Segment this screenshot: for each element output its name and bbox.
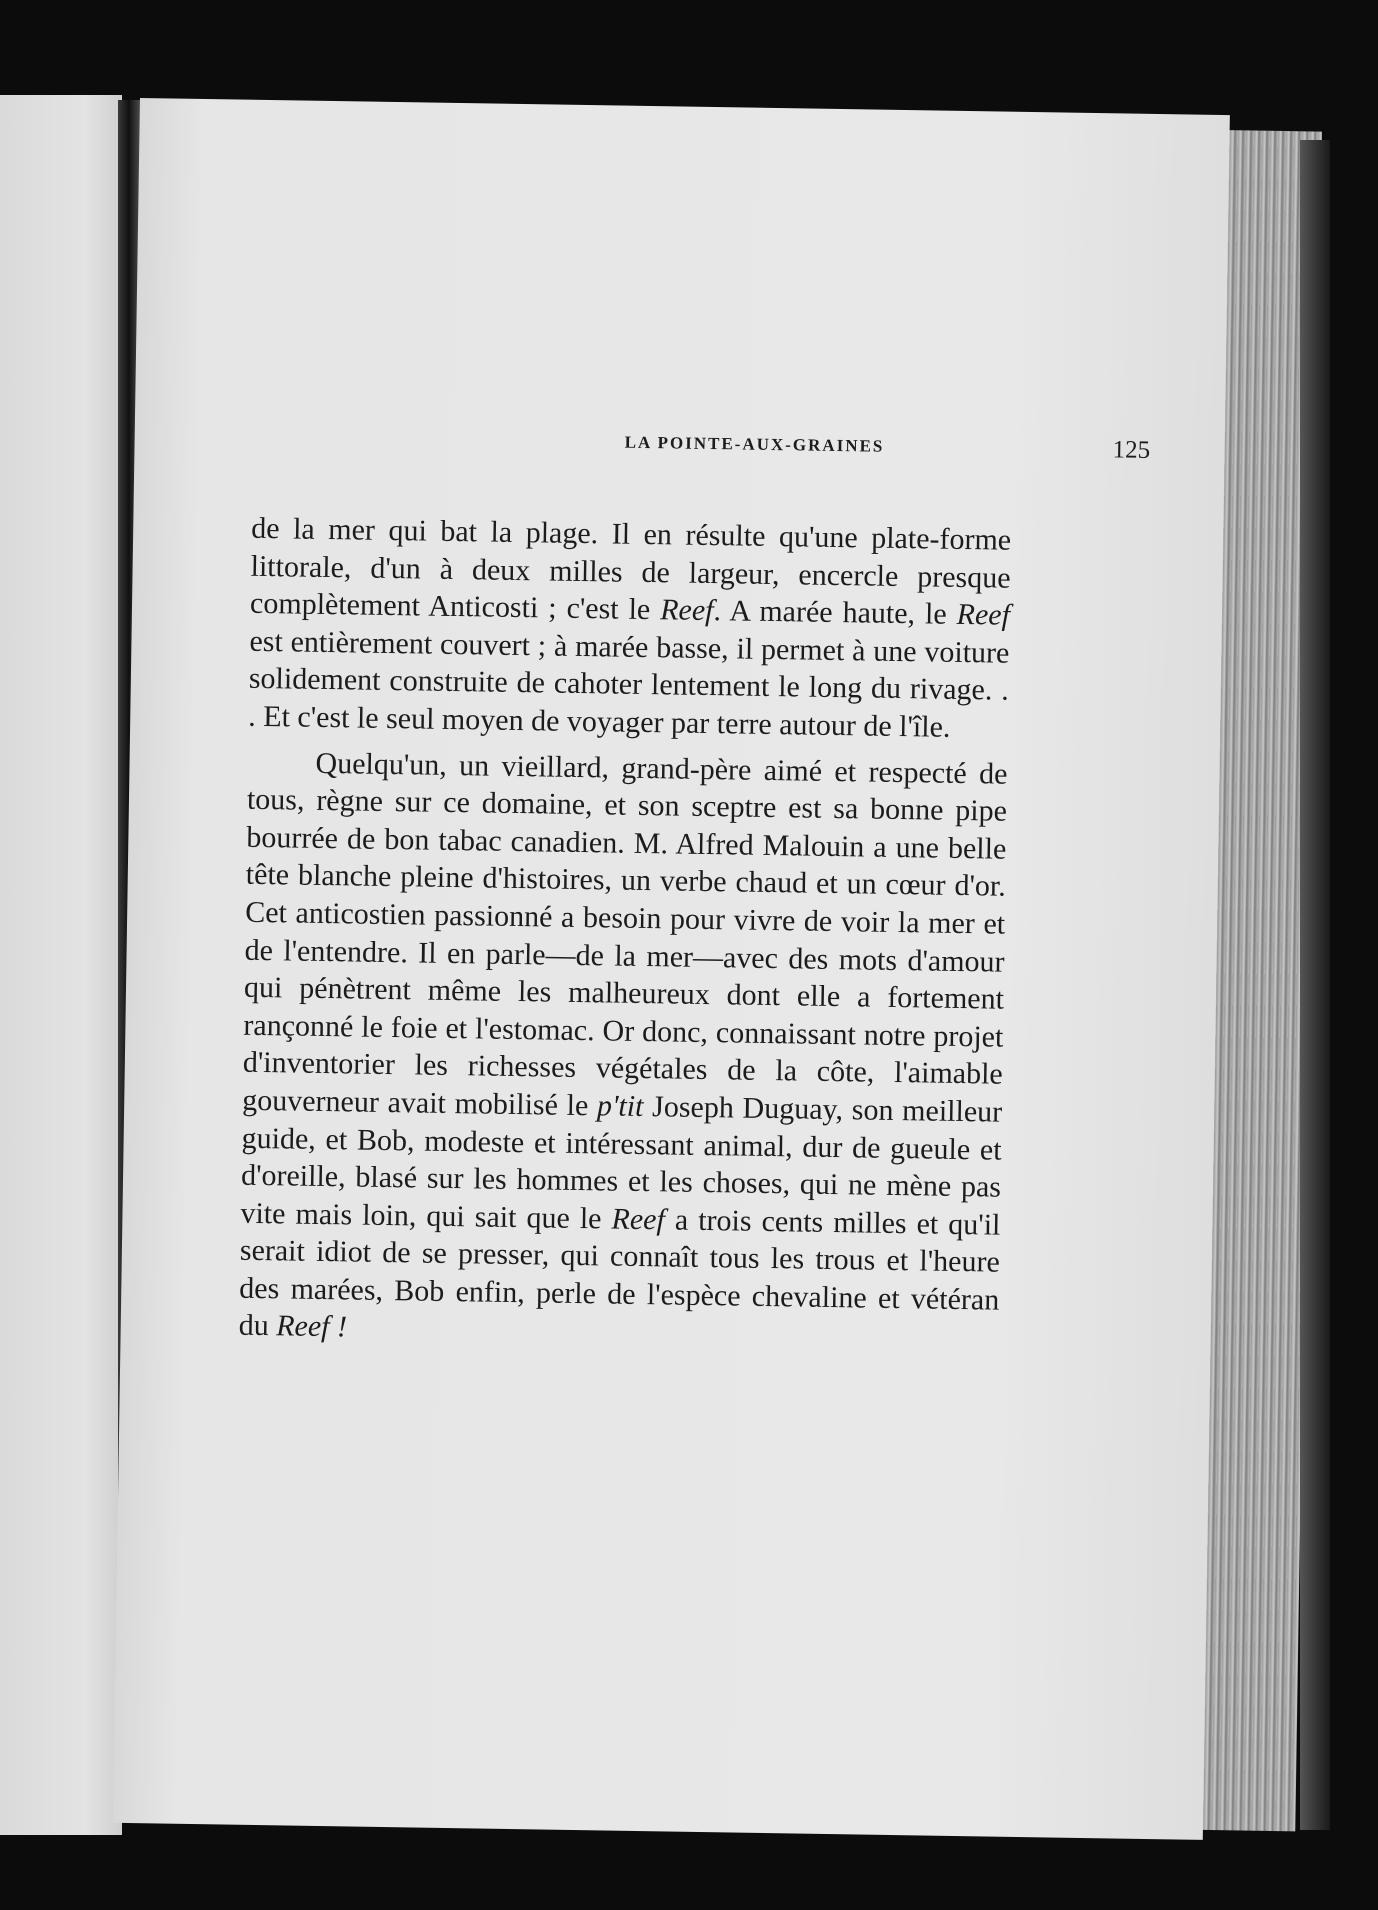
left-page-edge xyxy=(0,95,122,1835)
paragraph-2-part-1: Quelqu'un, un vieillard, grand-père aimé et respecté de tous, règne sur ce domaine, et son sceptre est sa bonne pipe bourrée de bon tabac canadien. M. Alfred Malouin a une belle tête blanche pleine d'histoires, un verbe chaud et un cœur d'or. Cet anticostien passionné a besoin pour vivre de voir la mer et de l'entendre. Il en parle—de la mer—avec des mots d'amour qui pénètrent même les malheureux dont elle a fortement rançonné le foie et l'estomac. Or donc, connaissant notre projet d'inventorier les richesses végétales de la côte, l'aimable gouverneur avait mobilisé le xyxy=(242,746,1008,1123)
paragraph-1-part-2: . A marée haute, le xyxy=(713,594,957,632)
paragraph-1 xyxy=(248,510,1011,747)
ptit-term: p'tit xyxy=(596,1089,644,1123)
page-body xyxy=(238,510,1011,1357)
paragraph-1-part-3: est entièrement couvert ; à marée basse, il permet à une voiture solidement construite de cahoter lentement le long du rivage. . . Et c'est le seul moyen de voyager par terre autour de l'île. xyxy=(248,624,1010,744)
paragraph-1-part-1: de la mer qui bat la plage. Il en résulte qu'une plate-forme littorale, d'un à deux milles de largeur, encercle presque complètement Anticosti ; c'est le xyxy=(249,511,1012,627)
page-text-block xyxy=(238,325,1151,1344)
paragraph-2 xyxy=(238,743,1007,1356)
book-page xyxy=(113,98,1230,1840)
paragraph-2-part-3: a trois cents milles et qu'il serait idiot de se presser, qui connaît tous les trous et l'heure des marées, Bob enfin, perle de l'espèce chevaline et vétéran du xyxy=(238,1203,1001,1343)
book-cover-edge xyxy=(1300,140,1330,1830)
reef-term: Reef xyxy=(659,593,714,628)
page-number: 125 xyxy=(1112,436,1151,464)
running-head-title: LA POINTE-AUX-GRAINES xyxy=(624,432,885,456)
reef-term: Reef xyxy=(956,598,1011,632)
paragraph-2-part-2: Joseph Duguay, son meilleur guide, et Bob, modeste et intéressant animal, dur de gueule et d'oreille, blasé sur les hommes et les choses, qui ne mène pas vite mais loin, qui sait que le xyxy=(240,1089,1003,1236)
reef-term: Reef ! xyxy=(275,1309,348,1344)
reef-term: Reef xyxy=(611,1202,666,1237)
running-head xyxy=(254,325,1151,464)
